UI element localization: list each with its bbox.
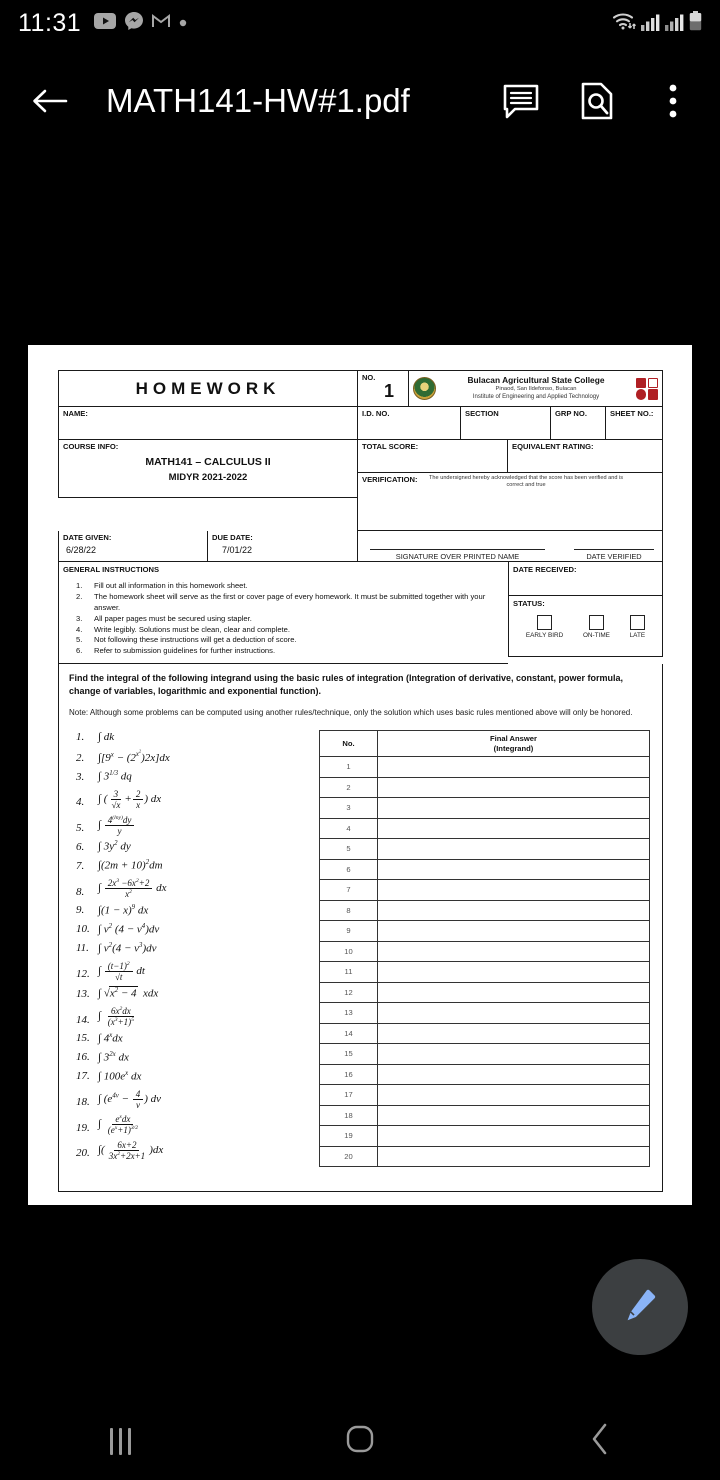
work-area [69, 730, 652, 1181]
checkbox-icon[interactable] [537, 615, 552, 630]
status-option-early-bird[interactable] [526, 615, 563, 639]
signature-line [370, 549, 545, 550]
row-number: 16 [320, 1064, 378, 1085]
final-answer-line2: (Integrand) [493, 743, 534, 753]
problem-number: 8. [76, 885, 85, 898]
problem-expression: ∫ $3^{2x}$ dx [98, 1050, 129, 1064]
table-row[interactable] [320, 1023, 650, 1044]
row-number: 3 [320, 798, 378, 819]
table-row[interactable] [320, 777, 650, 798]
status-option-label: LATE [629, 632, 646, 640]
problem-list [71, 730, 319, 1167]
due-date-label: DUE DATE: [212, 533, 253, 542]
course-term: MIDYR 2021-2022 [168, 472, 248, 484]
status-checkbox-group [513, 615, 658, 639]
status-option-label: EARLY BIRD [525, 632, 564, 640]
problem-number: 11. [76, 942, 89, 955]
problem-item [76, 730, 319, 744]
table-row[interactable] [320, 900, 650, 921]
problem-number: 10. [76, 923, 90, 936]
row-number: 1 [320, 757, 378, 778]
recents-button[interactable] [0, 1402, 240, 1480]
problem-item [76, 1032, 319, 1046]
grp-no-label: GRP NO. [555, 409, 587, 418]
row-number: 15 [320, 1044, 378, 1065]
problem-expression: ∫ 4$^x$dx [98, 1031, 123, 1045]
due-date-value: 7/01/22 [222, 545, 253, 556]
dot-icon [179, 14, 187, 32]
school-department: Institute of Engineering and Applied Technology [472, 393, 600, 400]
row-number: 5 [320, 839, 378, 860]
problem-expression: ∫ $3y^2$ dy [98, 840, 131, 853]
problem-item [76, 878, 319, 899]
problem-item [76, 942, 319, 956]
instructions-row [58, 562, 663, 664]
back-icon [589, 1422, 611, 1461]
due-date-field [207, 531, 357, 562]
problem-number: 18. [76, 1095, 90, 1108]
homework-no-value: 1 [384, 381, 395, 401]
problem-expression: ∫ dk [98, 730, 115, 743]
course-title: MATH141 – CALCULUS II [145, 456, 271, 468]
row-number: 17 [320, 1085, 378, 1106]
comment-icon[interactable] [498, 78, 544, 124]
answer-cell[interactable] [378, 921, 650, 942]
answer-cell[interactable] [378, 1064, 650, 1085]
date-given-field [58, 531, 207, 562]
final-answer-line1: Final Answer [490, 733, 537, 743]
wifi-icon [612, 11, 636, 36]
problem-expression: ∫ ( $\frac{3}{√x}$ + $\frac{2}{x}$ ) dx [98, 788, 162, 810]
gmail-icon [152, 13, 170, 33]
status-option-late[interactable] [630, 615, 646, 639]
edit-pencil-icon [620, 1285, 660, 1330]
problem-item [76, 770, 319, 784]
problem-item [76, 859, 319, 873]
answer-cell[interactable] [378, 1085, 650, 1106]
status-bar [0, 0, 720, 46]
table-row[interactable] [320, 1146, 650, 1167]
edit-fab-button[interactable] [592, 1259, 688, 1355]
sheet-no-field[interactable] [605, 407, 663, 440]
instruction-text: All paper pages must be secured using stapler. [94, 613, 252, 623]
row-number: 13 [320, 1003, 378, 1024]
answer-cell[interactable] [378, 839, 650, 860]
prompt-note: Note: Although some problems can be computed using another rules/technique, only the solution which uses basic rules mentioned above will only be honored. [69, 708, 633, 718]
problem-item [76, 1140, 319, 1161]
answer-cell[interactable] [378, 1023, 650, 1044]
home-button[interactable] [240, 1402, 480, 1480]
signature-cell [357, 531, 663, 562]
verification-label: VERIFICATION: [362, 475, 418, 484]
row-number: 19 [320, 1126, 378, 1147]
sheet-no-label: SHEET NO.: [610, 409, 654, 418]
problem-number: 5. [76, 822, 85, 835]
school-address: Pinaod, San Ildefonso, Bulacan [495, 386, 577, 393]
row-number: 11 [320, 962, 378, 983]
pdf-page[interactable] [28, 345, 692, 1205]
answer-cell[interactable] [378, 962, 650, 983]
problem-expression: ∫ $\frac{e^xdx}{(e^x+1)^{3/2}}$ [98, 1114, 139, 1136]
problem-item [76, 1006, 319, 1027]
answer-cell[interactable] [378, 941, 650, 962]
table-row[interactable] [320, 941, 650, 962]
signal-icon [665, 13, 684, 36]
instruction-text: Not following these instructions will get a deduction of score. [94, 635, 297, 645]
name-field[interactable] [58, 407, 357, 440]
page-title: MATH141-HW#1.pdf [106, 82, 410, 119]
list-item [63, 581, 504, 592]
problem-item [76, 1114, 319, 1135]
problem-expression: $\int(2m + 10)^2dm$ [98, 859, 163, 872]
problem-item [76, 789, 319, 810]
problem-number: 7. [76, 859, 85, 872]
section-label: SECTION [465, 409, 499, 418]
problem-number: 20. [76, 1147, 90, 1160]
problem-number: 1. [76, 730, 85, 743]
table-row[interactable] [320, 859, 650, 880]
answer-cell[interactable] [378, 1105, 650, 1126]
instructions-list [63, 581, 504, 656]
instruction-number: 1. [76, 581, 83, 591]
problem-expression: ∫ $v^2(4 - v^3)dv$ [98, 941, 157, 955]
table-row[interactable] [320, 818, 650, 839]
app-bar-actions [498, 78, 696, 124]
signal-icon [641, 13, 660, 36]
id-no-field[interactable] [357, 407, 460, 440]
table-row[interactable] [320, 1085, 650, 1106]
course-info-label: COURSE INFO: [63, 442, 119, 451]
problem-number: 12. [76, 967, 90, 980]
status-bar-system-icons [612, 11, 702, 36]
problem-number: 9. [76, 904, 85, 917]
verification-cell [357, 473, 663, 531]
grp-no-field[interactable] [550, 407, 605, 440]
answer-cell[interactable] [378, 818, 650, 839]
table-row[interactable] [320, 1105, 650, 1126]
status-cell [508, 596, 663, 657]
problem-item [76, 923, 319, 937]
problem-expression: $\int[9^x - (2^{x^2})2x]dx$ [98, 748, 170, 764]
instruction-text: Fill out all information in this homework sheet. [94, 581, 248, 591]
equivalent-rating-field[interactable] [507, 440, 663, 473]
list-item [63, 646, 504, 657]
instruction-text: Write legibly. Solutions must be clean, clear and complete. [94, 624, 290, 634]
verification-text: The undersigned hereby acknowledged that the score has been verified and is correct and true [429, 475, 624, 489]
assignment-prompt [58, 664, 663, 1192]
status-label: STATUS: [513, 599, 545, 608]
school-banner [408, 370, 663, 407]
problem-number: 3. [76, 770, 85, 783]
table-row[interactable] [320, 962, 650, 983]
problem-item [76, 1051, 319, 1065]
row-number: 4 [320, 818, 378, 839]
problem-item [76, 1070, 319, 1084]
homework-no-label: NO. [362, 373, 376, 382]
homework-no-cell [357, 370, 408, 407]
row-number: 9 [320, 921, 378, 942]
instruction-number: 5. [76, 635, 83, 645]
instruction-number: 2. [76, 592, 83, 602]
answer-table-body [320, 757, 650, 1167]
date-verified-caption: DATE VERIFIED [586, 551, 642, 561]
list-item [63, 592, 504, 614]
date-verified-line [574, 549, 654, 550]
list-item [63, 625, 504, 636]
row-number: 12 [320, 982, 378, 1003]
date-received-label: DATE RECEIVED: [513, 565, 577, 574]
back-button[interactable] [24, 75, 76, 127]
school-seal-icon [413, 377, 436, 400]
id-no-label: I.D. NO. [362, 409, 390, 418]
answer-cell[interactable] [378, 880, 650, 901]
section-field[interactable] [460, 407, 550, 440]
problem-number: 4. [76, 796, 85, 809]
youtube-icon [94, 13, 116, 34]
back-button-nav[interactable] [480, 1402, 720, 1480]
status-bar-notification-icons [94, 12, 187, 35]
problem-number: 6. [76, 840, 85, 853]
problem-expression: ∫( $\frac{6x+2}{3x^2+2x+1}$ )dx [98, 1139, 164, 1161]
answer-table-wrapper [319, 730, 650, 1167]
instruction-number: 4. [76, 624, 83, 634]
problem-expression: ∫ $\frac{(t-1)^2}{√t}$ dt [98, 960, 145, 982]
checkbox-icon[interactable] [589, 615, 604, 630]
list-item [63, 635, 504, 646]
instructions-heading: GENERAL INSTRUCTIONS [63, 565, 160, 574]
status-option-label: ON-TIME [582, 632, 610, 640]
course-score-row [58, 440, 663, 531]
answer-cell[interactable] [378, 982, 650, 1003]
checkbox-icon[interactable] [630, 615, 645, 630]
answer-cell[interactable] [378, 798, 650, 819]
problem-item [76, 1089, 319, 1110]
date-given-label: DATE GIVEN: [63, 533, 112, 542]
instruction-number: 6. [76, 646, 83, 656]
problem-number: 14. [76, 1013, 90, 1026]
table-row[interactable] [320, 839, 650, 860]
homework-title: HOMEWORK [135, 378, 281, 398]
institute-logo-icon [636, 378, 658, 400]
signature-caption: SIGNATURE OVER PRINTED NAME [395, 551, 520, 561]
date-received-field[interactable] [508, 562, 663, 596]
problem-item [76, 815, 319, 836]
problem-number: 13. [76, 987, 90, 1000]
table-row[interactable] [320, 921, 650, 942]
problem-expression: ∫ $3^{1/3}$ dq [98, 770, 132, 783]
table-row[interactable] [320, 798, 650, 819]
table-row[interactable] [320, 1044, 650, 1065]
problem-expression: ∫ $\frac{2x^3 -6x^2+2}{x^2}$ dx [98, 878, 167, 900]
table-row[interactable] [320, 880, 650, 901]
status-option-on-time[interactable] [583, 615, 610, 639]
row-number: 18 [320, 1105, 378, 1126]
row-number: 20 [320, 1146, 378, 1167]
recents-icon [110, 1428, 131, 1455]
answer-cell[interactable] [378, 1126, 650, 1147]
list-item [63, 614, 504, 625]
table-row[interactable] [320, 1003, 650, 1024]
problem-item [76, 904, 319, 918]
prompt-heading: Find the integral of the following integrand using the basic rules of integration (Integration of derivative, constant, power formula, change of variables, logarithmic and exponential function). [69, 672, 624, 696]
sheet-header-row [58, 370, 663, 407]
answer-cell[interactable] [378, 777, 650, 798]
problem-number: 15. [76, 1032, 90, 1045]
answer-cell[interactable] [378, 1003, 650, 1024]
instruction-number: 3. [76, 613, 83, 623]
home-icon [345, 1424, 375, 1459]
instruction-text: The homework sheet will serve as the first or cover page of every homework. It must be submitted together with your answer. [94, 592, 486, 613]
problem-number: 19. [76, 1121, 90, 1134]
column-header-no: No. [320, 731, 378, 757]
answer-cell[interactable] [378, 900, 650, 921]
table-row[interactable] [320, 1064, 650, 1085]
problem-expression: ∫ $100e^x$ dx [98, 1069, 142, 1083]
table-row[interactable] [320, 982, 650, 1003]
table-row[interactable] [320, 1126, 650, 1147]
problem-expression: ∫ ($e^{4v}$ − $\frac{4}{v}$ ) dv [98, 1088, 162, 1110]
problem-expression: ∫ $√x^2 - 4$ xdx [98, 987, 159, 1000]
answer-cell[interactable] [378, 1146, 650, 1167]
answer-table [319, 730, 650, 1167]
messenger-icon [125, 12, 143, 35]
document-search-icon[interactable] [574, 78, 620, 124]
app-bar [0, 46, 720, 156]
problem-item [76, 986, 319, 1001]
total-score-field[interactable] [357, 440, 507, 473]
row-number: 6 [320, 859, 378, 880]
name-label: NAME: [63, 409, 88, 418]
answer-cell[interactable] [378, 859, 650, 880]
table-row[interactable] [320, 757, 650, 778]
column-header-final-answer [378, 731, 650, 757]
problem-item [76, 840, 319, 854]
total-score-label: TOTAL SCORE: [362, 442, 419, 451]
table-header-row [320, 731, 650, 757]
row-number: 14 [320, 1023, 378, 1044]
general-instructions [58, 562, 508, 664]
school-name: Bulacan Agricultural State College [467, 375, 605, 386]
date-given-value: 6/28/22 [66, 545, 97, 556]
answer-cell[interactable] [378, 757, 650, 778]
dates-row [58, 531, 663, 562]
overflow-menu-icon[interactable] [650, 78, 696, 124]
equivalent-rating-label: EQUIVALENT RATING: [512, 442, 594, 451]
problem-number: 17. [76, 1070, 90, 1083]
row-number: 2 [320, 777, 378, 798]
problem-item [76, 749, 319, 766]
identity-row [58, 407, 663, 440]
answer-cell[interactable] [378, 1044, 650, 1065]
homework-title-cell [58, 370, 357, 407]
problem-number: 16. [76, 1051, 90, 1064]
row-number: 10 [320, 941, 378, 962]
homework-sheet [58, 370, 663, 1192]
android-nav-bar [0, 1402, 720, 1480]
problem-expression: ∫ $\frac{6x^2dx}{(x^3+1)^5}$ [98, 1006, 134, 1028]
row-number: 8 [320, 900, 378, 921]
row-number: 7 [320, 880, 378, 901]
problem-expression: $\int(1 - x)^9$ dx [98, 903, 149, 917]
problem-expression: ∫ $v^2$ $(4 - v^4)dv$ [98, 922, 160, 936]
problem-expression: ∫ $\frac{4^{(lny)}dy}{y}$ [98, 815, 135, 836]
problem-item [76, 961, 319, 982]
status-bar-time: 11:31 [18, 8, 82, 37]
course-info-cell [58, 440, 357, 498]
battery-icon [689, 11, 702, 36]
problem-number: 2. [76, 751, 85, 764]
instruction-text: Refer to submission guidelines for further instructions. [94, 646, 276, 656]
